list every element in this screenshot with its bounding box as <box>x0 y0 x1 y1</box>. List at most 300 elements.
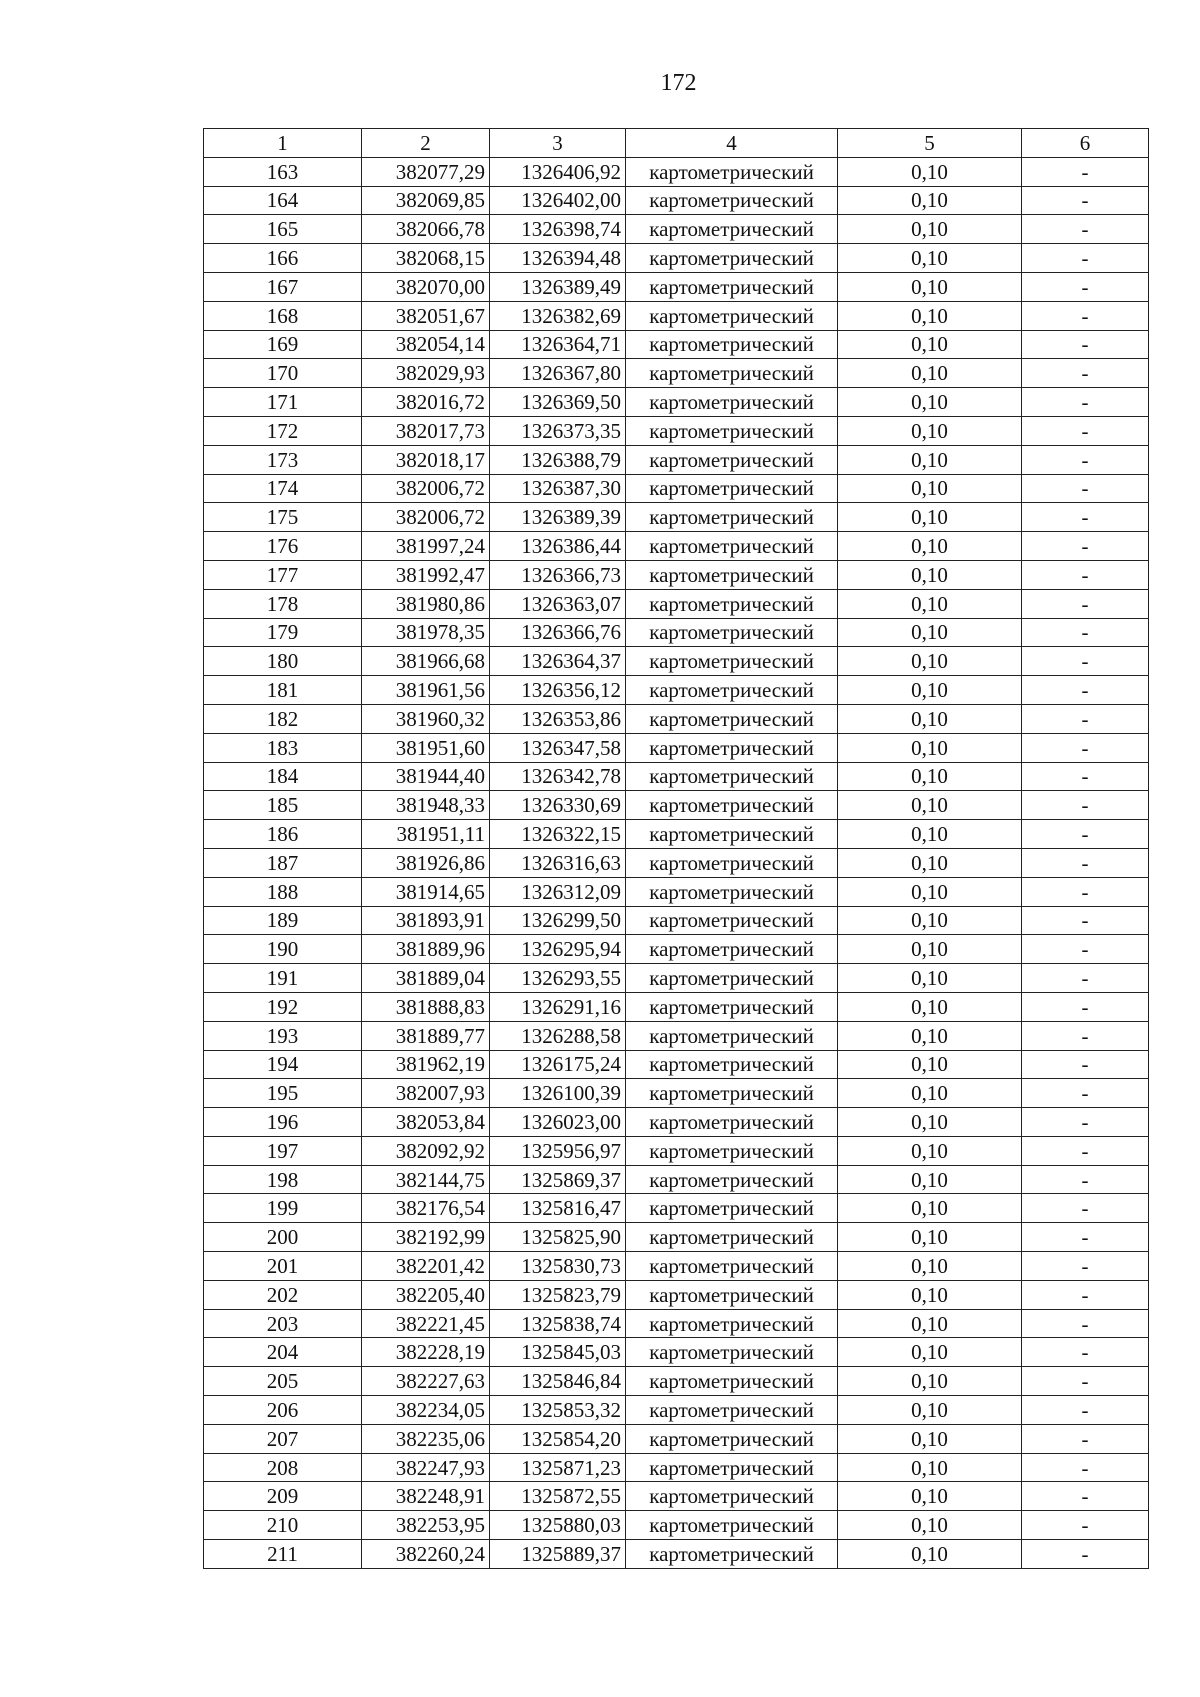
accuracy-cell: 0,10 <box>838 820 1022 849</box>
y-coordinate-cell: 1326373,35 <box>490 416 626 445</box>
accuracy-cell: 0,10 <box>838 1021 1022 1050</box>
accuracy-cell: 0,10 <box>838 618 1022 647</box>
description-cell: - <box>1022 791 1149 820</box>
method-cell: картометрический <box>626 474 838 503</box>
y-coordinate-cell: 1326353,86 <box>490 704 626 733</box>
method-cell: картометрический <box>626 445 838 474</box>
table-row <box>204 474 1149 503</box>
accuracy-cell: 0,10 <box>838 1396 1022 1425</box>
method-cell: картометрический <box>626 1482 838 1511</box>
method-cell: картометрический <box>626 1540 838 1569</box>
method-cell: картометрический <box>626 704 838 733</box>
table-row <box>204 1453 1149 1482</box>
accuracy-cell: 0,10 <box>838 1108 1022 1137</box>
description-cell: - <box>1022 416 1149 445</box>
accuracy-cell: 0,10 <box>838 1223 1022 1252</box>
column-header-5: 5 <box>838 129 1022 158</box>
accuracy-cell: 0,10 <box>838 733 1022 762</box>
point-number-cell: 197 <box>204 1136 362 1165</box>
point-number-cell: 209 <box>204 1482 362 1511</box>
accuracy-cell: 0,10 <box>838 445 1022 474</box>
description-cell: - <box>1022 733 1149 762</box>
table-body <box>204 157 1149 1568</box>
table-row <box>204 532 1149 561</box>
point-number-cell: 184 <box>204 762 362 791</box>
x-coordinate-cell: 382016,72 <box>362 388 490 417</box>
method-cell: картометрический <box>626 186 838 215</box>
description-cell: - <box>1022 1165 1149 1194</box>
x-coordinate-cell: 381948,33 <box>362 791 490 820</box>
point-number-cell: 178 <box>204 589 362 618</box>
y-coordinate-cell: 1325872,55 <box>490 1482 626 1511</box>
description-cell: - <box>1022 935 1149 964</box>
table-row <box>204 704 1149 733</box>
point-number-cell: 166 <box>204 244 362 273</box>
description-cell: - <box>1022 877 1149 906</box>
point-number-cell: 211 <box>204 1540 362 1569</box>
description-cell: - <box>1022 848 1149 877</box>
description-cell: - <box>1022 704 1149 733</box>
method-cell: картометрический <box>626 1194 838 1223</box>
method-cell: картометрический <box>626 992 838 1021</box>
method-cell: картометрический <box>626 359 838 388</box>
description-cell: - <box>1022 301 1149 330</box>
method-cell: картометрический <box>626 330 838 359</box>
description-cell: - <box>1022 272 1149 301</box>
y-coordinate-cell: 1326394,48 <box>490 244 626 273</box>
description-cell: - <box>1022 1252 1149 1281</box>
table-row <box>204 244 1149 273</box>
table-row <box>204 618 1149 647</box>
accuracy-cell: 0,10 <box>838 474 1022 503</box>
y-coordinate-cell: 1325869,37 <box>490 1165 626 1194</box>
y-coordinate-cell: 1326312,09 <box>490 877 626 906</box>
description-cell: - <box>1022 1108 1149 1137</box>
x-coordinate-cell: 382051,67 <box>362 301 490 330</box>
point-number-cell: 180 <box>204 647 362 676</box>
table-row <box>204 1309 1149 1338</box>
accuracy-cell: 0,10 <box>838 215 1022 244</box>
method-cell: картометрический <box>626 416 838 445</box>
y-coordinate-cell: 1325823,79 <box>490 1280 626 1309</box>
point-number-cell: 194 <box>204 1050 362 1079</box>
x-coordinate-cell: 382069,85 <box>362 186 490 215</box>
y-coordinate-cell: 1326288,58 <box>490 1021 626 1050</box>
description-cell: - <box>1022 330 1149 359</box>
table-header <box>204 129 1149 158</box>
column-header-6: 6 <box>1022 129 1149 158</box>
point-number-cell: 177 <box>204 560 362 589</box>
accuracy-cell: 0,10 <box>838 791 1022 820</box>
description-cell: - <box>1022 1309 1149 1338</box>
accuracy-cell: 0,10 <box>838 1165 1022 1194</box>
accuracy-cell: 0,10 <box>838 647 1022 676</box>
y-coordinate-cell: 1326402,00 <box>490 186 626 215</box>
y-coordinate-cell: 1326367,80 <box>490 359 626 388</box>
y-coordinate-cell: 1326347,58 <box>490 733 626 762</box>
point-number-cell: 163 <box>204 157 362 186</box>
y-coordinate-cell: 1325871,23 <box>490 1453 626 1482</box>
accuracy-cell: 0,10 <box>838 992 1022 1021</box>
point-number-cell: 167 <box>204 272 362 301</box>
accuracy-cell: 0,10 <box>838 1367 1022 1396</box>
method-cell: картометрический <box>626 848 838 877</box>
y-coordinate-cell: 1326387,30 <box>490 474 626 503</box>
method-cell: картометрический <box>626 532 838 561</box>
table-row <box>204 820 1149 849</box>
description-cell: - <box>1022 1367 1149 1396</box>
point-number-cell: 205 <box>204 1367 362 1396</box>
description-cell: - <box>1022 1424 1149 1453</box>
description-cell: - <box>1022 359 1149 388</box>
accuracy-cell: 0,10 <box>838 589 1022 618</box>
table-row <box>204 388 1149 417</box>
accuracy-cell: 0,10 <box>838 1540 1022 1569</box>
point-number-cell: 207 <box>204 1424 362 1453</box>
description-cell: - <box>1022 560 1149 589</box>
table-row <box>204 1338 1149 1367</box>
description-cell: - <box>1022 215 1149 244</box>
y-coordinate-cell: 1326356,12 <box>490 676 626 705</box>
table-row <box>204 647 1149 676</box>
description-cell: - <box>1022 820 1149 849</box>
accuracy-cell: 0,10 <box>838 964 1022 993</box>
column-header-4: 4 <box>626 129 838 158</box>
description-cell: - <box>1022 1453 1149 1482</box>
accuracy-cell: 0,10 <box>838 560 1022 589</box>
point-number-cell: 203 <box>204 1309 362 1338</box>
table-row <box>204 1223 1149 1252</box>
table-row <box>204 1367 1149 1396</box>
header-row <box>204 129 1149 158</box>
table-row <box>204 445 1149 474</box>
table-row <box>204 992 1149 1021</box>
y-coordinate-cell: 1326291,16 <box>490 992 626 1021</box>
table-row <box>204 1165 1149 1194</box>
x-coordinate-cell: 382144,75 <box>362 1165 490 1194</box>
description-cell: - <box>1022 906 1149 935</box>
x-coordinate-cell: 382247,93 <box>362 1453 490 1482</box>
x-coordinate-cell: 381962,19 <box>362 1050 490 1079</box>
point-number-cell: 196 <box>204 1108 362 1137</box>
accuracy-cell: 0,10 <box>838 301 1022 330</box>
method-cell: картометрический <box>626 1280 838 1309</box>
table-row <box>204 1540 1149 1569</box>
x-coordinate-cell: 382234,05 <box>362 1396 490 1425</box>
table-row <box>204 301 1149 330</box>
x-coordinate-cell: 381966,68 <box>362 647 490 676</box>
method-cell: картометрический <box>626 1079 838 1108</box>
point-number-cell: 165 <box>204 215 362 244</box>
point-number-cell: 174 <box>204 474 362 503</box>
table-row <box>204 1194 1149 1223</box>
point-number-cell: 198 <box>204 1165 362 1194</box>
table-row <box>204 791 1149 820</box>
table-row <box>204 186 1149 215</box>
accuracy-cell: 0,10 <box>838 1252 1022 1281</box>
x-coordinate-cell: 381978,35 <box>362 618 490 647</box>
y-coordinate-cell: 1326388,79 <box>490 445 626 474</box>
y-coordinate-cell: 1326364,37 <box>490 647 626 676</box>
description-cell: - <box>1022 1079 1149 1108</box>
method-cell: картометрический <box>626 1453 838 1482</box>
accuracy-cell: 0,10 <box>838 1280 1022 1309</box>
x-coordinate-cell: 381889,04 <box>362 964 490 993</box>
accuracy-cell: 0,10 <box>838 877 1022 906</box>
table-row <box>204 964 1149 993</box>
y-coordinate-cell: 1326389,39 <box>490 503 626 532</box>
column-header-1: 1 <box>204 129 362 158</box>
x-coordinate-cell: 381980,86 <box>362 589 490 618</box>
x-coordinate-cell: 382192,99 <box>362 1223 490 1252</box>
method-cell: картометрический <box>626 676 838 705</box>
table-row <box>204 330 1149 359</box>
description-cell: - <box>1022 618 1149 647</box>
x-coordinate-cell: 382205,40 <box>362 1280 490 1309</box>
method-cell: картометрический <box>626 388 838 417</box>
x-coordinate-cell: 381914,65 <box>362 877 490 906</box>
x-coordinate-cell: 382248,91 <box>362 1482 490 1511</box>
point-number-cell: 181 <box>204 676 362 705</box>
point-number-cell: 173 <box>204 445 362 474</box>
accuracy-cell: 0,10 <box>838 1079 1022 1108</box>
x-coordinate-cell: 382253,95 <box>362 1511 490 1540</box>
description-cell: - <box>1022 1136 1149 1165</box>
point-number-cell: 202 <box>204 1280 362 1309</box>
method-cell: картометрический <box>626 733 838 762</box>
point-number-cell: 169 <box>204 330 362 359</box>
x-coordinate-cell: 382029,93 <box>362 359 490 388</box>
x-coordinate-cell: 382054,14 <box>362 330 490 359</box>
method-cell: картометрический <box>626 1396 838 1425</box>
accuracy-cell: 0,10 <box>838 1050 1022 1079</box>
table-row <box>204 733 1149 762</box>
description-cell: - <box>1022 1482 1149 1511</box>
description-cell: - <box>1022 186 1149 215</box>
method-cell: картометрический <box>626 157 838 186</box>
point-number-cell: 164 <box>204 186 362 215</box>
point-number-cell: 192 <box>204 992 362 1021</box>
point-number-cell: 193 <box>204 1021 362 1050</box>
table-row <box>204 1280 1149 1309</box>
y-coordinate-cell: 1326398,74 <box>490 215 626 244</box>
point-number-cell: 185 <box>204 791 362 820</box>
point-number-cell: 191 <box>204 964 362 993</box>
method-cell: картометрический <box>626 820 838 849</box>
table-row <box>204 560 1149 589</box>
y-coordinate-cell: 1326366,76 <box>490 618 626 647</box>
accuracy-cell: 0,10 <box>838 1424 1022 1453</box>
table-row <box>204 589 1149 618</box>
method-cell: картометрический <box>626 935 838 964</box>
table-row <box>204 1511 1149 1540</box>
method-cell: картометрический <box>626 647 838 676</box>
point-number-cell: 172 <box>204 416 362 445</box>
x-coordinate-cell: 382053,84 <box>362 1108 490 1137</box>
point-number-cell: 175 <box>204 503 362 532</box>
x-coordinate-cell: 381997,24 <box>362 532 490 561</box>
x-coordinate-cell: 381951,11 <box>362 820 490 849</box>
accuracy-cell: 0,10 <box>838 388 1022 417</box>
table-row <box>204 359 1149 388</box>
y-coordinate-cell: 1326100,39 <box>490 1079 626 1108</box>
description-cell: - <box>1022 589 1149 618</box>
table-row <box>204 676 1149 705</box>
point-number-cell: 204 <box>204 1338 362 1367</box>
table-row <box>204 272 1149 301</box>
table-row <box>204 1482 1149 1511</box>
point-number-cell: 210 <box>204 1511 362 1540</box>
y-coordinate-cell: 1326364,71 <box>490 330 626 359</box>
accuracy-cell: 0,10 <box>838 244 1022 273</box>
x-coordinate-cell: 382260,24 <box>362 1540 490 1569</box>
x-coordinate-cell: 382017,73 <box>362 416 490 445</box>
method-cell: картометрический <box>626 1424 838 1453</box>
x-coordinate-cell: 381889,77 <box>362 1021 490 1050</box>
method-cell: картометрический <box>626 503 838 532</box>
table-row <box>204 1079 1149 1108</box>
x-coordinate-cell: 382068,15 <box>362 244 490 273</box>
y-coordinate-cell: 1326295,94 <box>490 935 626 964</box>
table-row <box>204 416 1149 445</box>
method-cell: картометрический <box>626 1223 838 1252</box>
y-coordinate-cell: 1325889,37 <box>490 1540 626 1569</box>
method-cell: картометрический <box>626 301 838 330</box>
accuracy-cell: 0,10 <box>838 704 1022 733</box>
method-cell: картометрический <box>626 906 838 935</box>
description-cell: - <box>1022 762 1149 791</box>
y-coordinate-cell: 1326382,69 <box>490 301 626 330</box>
method-cell: картометрический <box>626 1338 838 1367</box>
accuracy-cell: 0,10 <box>838 1511 1022 1540</box>
point-number-cell: 171 <box>204 388 362 417</box>
column-header-3: 3 <box>490 129 626 158</box>
x-coordinate-cell: 381951,60 <box>362 733 490 762</box>
description-cell: - <box>1022 445 1149 474</box>
y-coordinate-cell: 1325854,20 <box>490 1424 626 1453</box>
y-coordinate-cell: 1326293,55 <box>490 964 626 993</box>
table-row <box>204 906 1149 935</box>
table-row <box>204 1108 1149 1137</box>
accuracy-cell: 0,10 <box>838 1338 1022 1367</box>
method-cell: картометрический <box>626 215 838 244</box>
x-coordinate-cell: 382235,06 <box>362 1424 490 1453</box>
accuracy-cell: 0,10 <box>838 906 1022 935</box>
y-coordinate-cell: 1325825,90 <box>490 1223 626 1252</box>
accuracy-cell: 0,10 <box>838 330 1022 359</box>
description-cell: - <box>1022 1338 1149 1367</box>
y-coordinate-cell: 1326316,63 <box>490 848 626 877</box>
point-number-cell: 200 <box>204 1223 362 1252</box>
y-coordinate-cell: 1325830,73 <box>490 1252 626 1281</box>
description-cell: - <box>1022 1540 1149 1569</box>
point-number-cell: 190 <box>204 935 362 964</box>
description-cell: - <box>1022 1194 1149 1223</box>
x-coordinate-cell: 381992,47 <box>362 560 490 589</box>
x-coordinate-cell: 382070,00 <box>362 272 490 301</box>
point-number-cell: 199 <box>204 1194 362 1223</box>
accuracy-cell: 0,10 <box>838 359 1022 388</box>
point-number-cell: 188 <box>204 877 362 906</box>
point-number-cell: 195 <box>204 1079 362 1108</box>
point-number-cell: 201 <box>204 1252 362 1281</box>
x-coordinate-cell: 382006,72 <box>362 503 490 532</box>
point-number-cell: 176 <box>204 532 362 561</box>
method-cell: картометрический <box>626 762 838 791</box>
x-coordinate-cell: 382018,17 <box>362 445 490 474</box>
table-row <box>204 157 1149 186</box>
y-coordinate-cell: 1325845,03 <box>490 1338 626 1367</box>
method-cell: картометрический <box>626 618 838 647</box>
table-row <box>204 1396 1149 1425</box>
y-coordinate-cell: 1325880,03 <box>490 1511 626 1540</box>
method-cell: картометрический <box>626 1367 838 1396</box>
point-number-cell: 168 <box>204 301 362 330</box>
table-row <box>204 1252 1149 1281</box>
x-coordinate-cell: 382077,29 <box>362 157 490 186</box>
method-cell: картометрический <box>626 1021 838 1050</box>
x-coordinate-cell: 381926,86 <box>362 848 490 877</box>
table-row <box>204 877 1149 906</box>
description-cell: - <box>1022 503 1149 532</box>
point-number-cell: 186 <box>204 820 362 849</box>
x-coordinate-cell: 381944,40 <box>362 762 490 791</box>
point-number-cell: 179 <box>204 618 362 647</box>
y-coordinate-cell: 1326175,24 <box>490 1050 626 1079</box>
method-cell: картометрический <box>626 1252 838 1281</box>
table-row <box>204 1424 1149 1453</box>
x-coordinate-cell: 382176,54 <box>362 1194 490 1223</box>
point-number-cell: 206 <box>204 1396 362 1425</box>
page-number: 172 <box>660 70 697 96</box>
column-header-2: 2 <box>362 129 490 158</box>
x-coordinate-cell: 381960,32 <box>362 704 490 733</box>
accuracy-cell: 0,10 <box>838 1482 1022 1511</box>
table-row <box>204 1021 1149 1050</box>
point-number-cell: 183 <box>204 733 362 762</box>
description-cell: - <box>1022 647 1149 676</box>
accuracy-cell: 0,10 <box>838 186 1022 215</box>
x-coordinate-cell: 382228,19 <box>362 1338 490 1367</box>
y-coordinate-cell: 1326406,92 <box>490 157 626 186</box>
coordinates-table <box>203 128 1149 1569</box>
x-coordinate-cell: 381893,91 <box>362 906 490 935</box>
method-cell: картометрический <box>626 1511 838 1540</box>
x-coordinate-cell: 382221,45 <box>362 1309 490 1338</box>
accuracy-cell: 0,10 <box>838 157 1022 186</box>
method-cell: картометрический <box>626 589 838 618</box>
method-cell: картометрический <box>626 1309 838 1338</box>
description-cell: - <box>1022 532 1149 561</box>
accuracy-cell: 0,10 <box>838 848 1022 877</box>
point-number-cell: 182 <box>204 704 362 733</box>
y-coordinate-cell: 1325846,84 <box>490 1367 626 1396</box>
accuracy-cell: 0,10 <box>838 1194 1022 1223</box>
y-coordinate-cell: 1326389,49 <box>490 272 626 301</box>
description-cell: - <box>1022 676 1149 705</box>
description-cell: - <box>1022 992 1149 1021</box>
x-coordinate-cell: 382006,72 <box>362 474 490 503</box>
x-coordinate-cell: 381889,96 <box>362 935 490 964</box>
x-coordinate-cell: 382201,42 <box>362 1252 490 1281</box>
x-coordinate-cell: 382092,92 <box>362 1136 490 1165</box>
point-number-cell: 208 <box>204 1453 362 1482</box>
y-coordinate-cell: 1326386,44 <box>490 532 626 561</box>
description-cell: - <box>1022 1511 1149 1540</box>
accuracy-cell: 0,10 <box>838 935 1022 964</box>
accuracy-cell: 0,10 <box>838 272 1022 301</box>
x-coordinate-cell: 382227,63 <box>362 1367 490 1396</box>
